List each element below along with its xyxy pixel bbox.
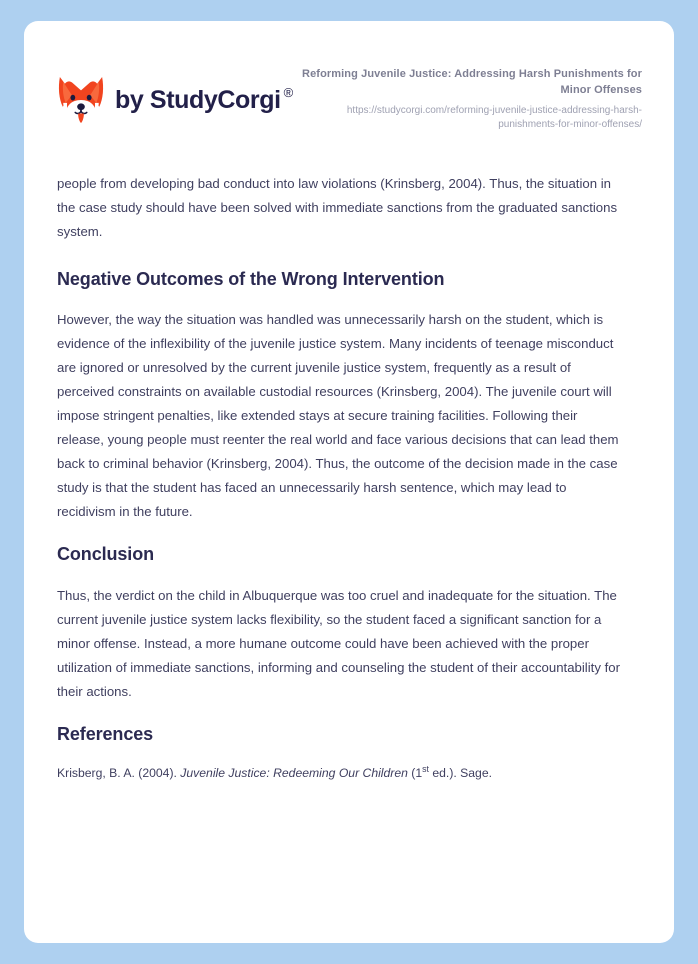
intro-paragraph: people from developing bad conduct into law violations (Krinsberg, 2004). Thus, the situation in the case study should have been solved with immediate sanctions from the graduated sanctions system.: [57, 175, 618, 239]
corgi-logo-icon: [57, 75, 105, 125]
section-heading: Negative Outcomes of the Wrong Intervention: [57, 268, 445, 289]
section-references: [57, 723, 625, 785]
reference-edition-prefix: (1: [407, 766, 423, 781]
section-conclusion: [57, 543, 625, 703]
document-body: [24, 133, 674, 785]
section-paragraph: However, the way the situation was handled was unnecessarily harsh on the student, which is evidence of the inflexibility of the juvenile justice system. Many incidents of teenage misconduct are ignored or unresolved by the current juvenile justice system, frequently as a result of perceived constraints on available custodial resources (Krinsberg, 2004). The juvenile court will impose stringent penalties, like extended stays at secure training facilities. Following their release, young people must reenter the real world and face various decisions that can lead them back to criminal behavior (Krinsberg, 2004). Thus, the outcome of the decision made in the case study is that the student has faced an unnecessarily harsh sentence, which may lead to recidivism in the future.: [57, 312, 619, 520]
source-url: https://studycorgi.com/reforming-juvenile-justice-addressing-harsh-punishments-for-minor-offenses/: [346, 104, 642, 131]
reference-author-year: Krisberg, B. A. (2004).: [57, 766, 181, 781]
header-meta: [290, 63, 642, 133]
document-header: [24, 21, 674, 133]
section-heading: Conclusion: [57, 544, 154, 565]
section-paragraph: Thus, the verdict on the child in Albuquerque was too cruel and inadequate for the situation. The current juvenile justice system lacks flexibility, so the student faced a significant sanction for a minor offense. Instead, a more humane outcome could have been achieved with the proper utilization of immediate sanctions, informing and counseling the student of their accountability for their actions.: [57, 587, 620, 699]
reference-title: Juvenile Justice: Redeeming Our Children: [180, 766, 408, 781]
reference-edition-suffix: ed.). Sage.: [428, 766, 492, 781]
brand-block: [57, 63, 293, 125]
section-negative-outcomes: [57, 268, 625, 525]
registered-trademark-icon: ®: [283, 84, 293, 100]
reference-entry: [57, 763, 625, 785]
brand-name-text: by StudyCorgi: [115, 85, 281, 114]
document-page: [24, 21, 674, 943]
brand-wordmark: [115, 84, 293, 114]
reference-edition-ordinal: st: [422, 764, 429, 775]
document-title: Reforming Juvenile Justice: Addressing Harsh Punishments for Minor Offenses: [302, 68, 642, 96]
references-heading: References: [57, 723, 154, 744]
